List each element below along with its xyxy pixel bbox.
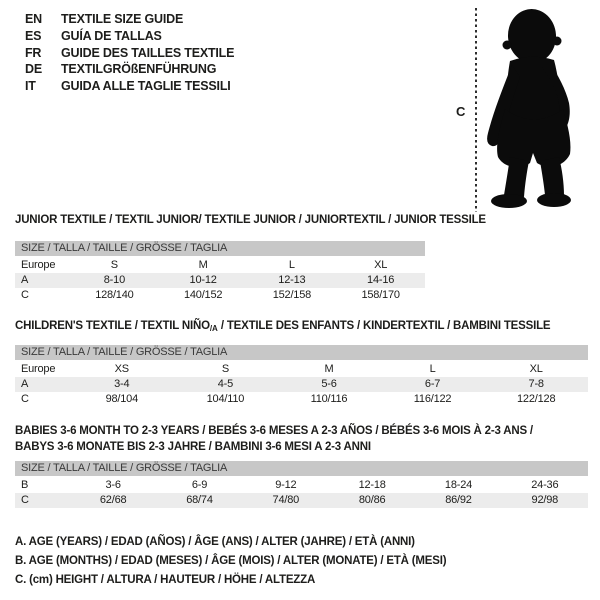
- row-label: C: [21, 393, 29, 405]
- junior-section-title: JUNIOR TEXTILE / TEXTIL JUNIOR/ TEXTILE JUNIOR / JUNIORTEXTIL / JUNIOR TESSILE: [15, 214, 486, 226]
- row-label: Europe: [21, 363, 56, 375]
- size-value: 7-8: [528, 378, 544, 390]
- table-row: [15, 362, 588, 377]
- size-value: 92/98: [531, 494, 559, 506]
- size-value: M: [324, 363, 334, 375]
- size-value: 128/140: [95, 289, 134, 301]
- height-measure-label: C: [456, 104, 466, 119]
- guide-title: GUIDE DES TAILLES TEXTILE: [61, 45, 235, 60]
- size-value: 12-18: [358, 479, 386, 491]
- size-value: 10-12: [189, 274, 217, 286]
- language-code: IT: [25, 79, 36, 94]
- size-value: 98/104: [105, 393, 139, 405]
- table-row: [15, 273, 425, 288]
- table-row: [15, 258, 425, 273]
- size-value: 140/152: [183, 289, 223, 301]
- size-value: 110/116: [310, 393, 348, 405]
- size-header-bar: SIZE / TALLA / TAILLE / GRÖSSE / TAGLIA: [15, 345, 588, 360]
- size-value: S: [221, 363, 229, 375]
- size-value: 158/170: [361, 289, 400, 301]
- table-row: [15, 288, 425, 303]
- size-value: 9-12: [275, 479, 297, 491]
- babies-size-table: [15, 461, 588, 508]
- size-value: 74/80: [272, 494, 300, 506]
- language-code: ES: [25, 28, 42, 43]
- row-label: A: [21, 274, 29, 286]
- size-value: M: [198, 259, 208, 271]
- size-value: 12-13: [278, 274, 306, 286]
- size-value: 62/68: [99, 494, 127, 506]
- size-value: 122/128: [517, 393, 556, 405]
- babies-section-title: [15, 424, 590, 455]
- children-section-title: [15, 319, 550, 337]
- size-value: 5-6: [321, 378, 337, 390]
- size-value: 80/86: [358, 494, 386, 506]
- table-row: [15, 392, 588, 407]
- note-age-years: A. AGE (YEARS) / EDAD (AÑOS) / ÂGE (ANS) / ALTER (JAHRE) / ETÀ (ANNI): [15, 536, 415, 548]
- language-code: EN: [25, 12, 42, 26]
- size-value: L: [429, 363, 436, 375]
- language-row: [25, 45, 234, 62]
- size-value: XS: [114, 363, 129, 375]
- note-age-months: B. AGE (MONTHS) / EDAD (MESES) / ÂGE (MOIS) / ALTER (MONATE) / ETÀ (MESI): [15, 555, 447, 567]
- size-value: 68/74: [186, 494, 213, 506]
- size-value: 116/122: [413, 393, 452, 405]
- note-height-cm: C. (cm) HEIGHT / ALTURA / HAUTEUR / HÖHE / ALTEZZA: [15, 574, 316, 586]
- children-title-sub: /A: [209, 324, 218, 333]
- size-value: 6-7: [424, 378, 441, 390]
- size-value: 3-6: [105, 479, 121, 491]
- guide-title: GUÍA DE TALLAS: [61, 28, 162, 43]
- row-label: B: [21, 479, 29, 491]
- language-row: [25, 11, 234, 28]
- size-value: 104/110: [206, 393, 245, 405]
- language-code: DE: [25, 62, 42, 77]
- size-value: XL: [529, 363, 543, 375]
- table-row: [15, 493, 588, 508]
- row-label: C: [21, 494, 29, 506]
- junior-size-table: [15, 241, 425, 303]
- size-value: XL: [374, 259, 388, 271]
- guide-title: GUIDA ALLE TAGLIE TESSILI: [61, 79, 231, 94]
- guide-title: TEXTILGRÖßENFÜHRUNG: [61, 62, 217, 77]
- size-value: 8-10: [103, 274, 125, 286]
- size-value: S: [110, 259, 118, 271]
- baby-silhouette: [482, 5, 598, 212]
- babies-title-line1: BABIES 3-6 MONTH TO 2-3 YEARS / BEBÉS 3-6 MESES A 2-3 AÑOS / BÉBÉS 3-6 MOIS À 2-3 ANS /: [15, 425, 533, 437]
- size-header-bar: SIZE / TALLA / TAILLE / GRÖSSE / TAGLIA: [15, 461, 588, 476]
- size-value: 4-5: [217, 378, 234, 390]
- size-value: 86/92: [445, 494, 472, 506]
- guide-title: TEXTILE SIZE GUIDE: [61, 12, 184, 26]
- children-title-post: / TEXTILE DES ENFANTS / KINDERTEXTIL / BAMBINI TESSILE: [217, 320, 551, 332]
- size-header-bar: SIZE / TALLA / TAILLE / GRÖSSE / TAGLIA: [15, 241, 425, 256]
- size-value: 3-4: [114, 378, 130, 390]
- children-size-table: [15, 345, 588, 407]
- language-title-list: [25, 11, 234, 95]
- row-label: A: [21, 378, 29, 390]
- size-value: 24-36: [531, 479, 559, 491]
- babies-title-line2: BABYS 3-6 MONATE BIS 2-3 JAHRE / BAMBINI 3-6 MESI A 2-3 ANNI: [15, 440, 371, 453]
- size-value: 14-16: [367, 274, 395, 286]
- size-value: 6-9: [191, 479, 208, 491]
- size-value: L: [288, 259, 295, 271]
- height-measure-line: [475, 8, 477, 212]
- table-row: [15, 478, 588, 493]
- children-title-pre: CHILDREN'S TEXTILE / TEXTIL NIÑO: [15, 320, 210, 332]
- language-row: [25, 28, 234, 45]
- table-row: [15, 377, 588, 392]
- row-label: C: [21, 289, 29, 301]
- language-row: [25, 61, 234, 78]
- language-row: [25, 78, 234, 95]
- language-code: FR: [25, 45, 42, 60]
- size-value: 18-24: [444, 479, 473, 491]
- size-value: 152/158: [272, 289, 312, 301]
- legend-notes: [15, 533, 446, 590]
- row-label: Europe: [21, 259, 56, 271]
